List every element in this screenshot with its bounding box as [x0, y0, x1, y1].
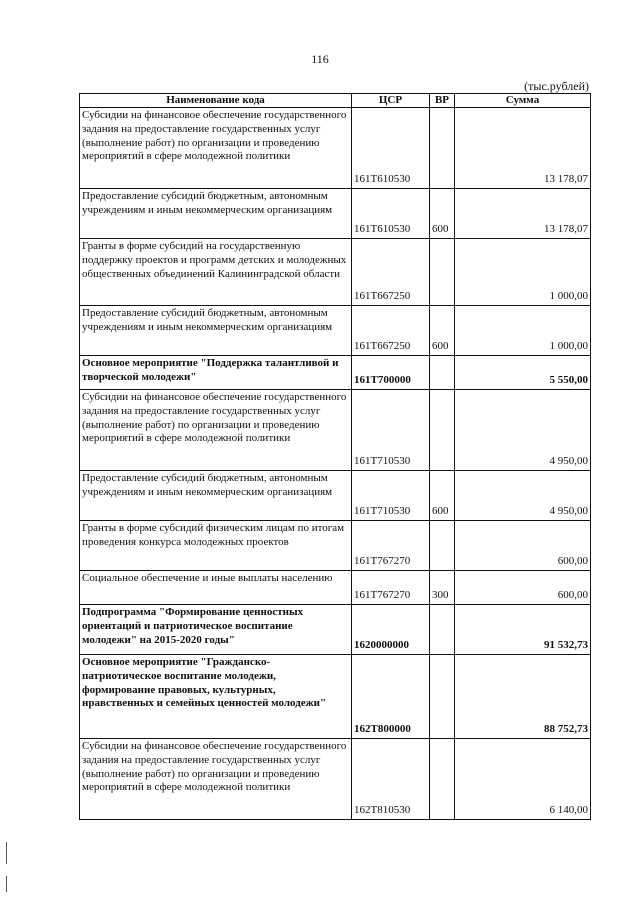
row-code: 161Т767270 [352, 571, 430, 605]
table-row [80, 189, 591, 239]
row-name: Подпрограмма "Формирование ценностных ориентаций и патриотическое воспитание молодежи" на 2015-2020 годы" [80, 605, 352, 655]
row-code: 162Т800000 [352, 655, 430, 739]
table-row [80, 356, 591, 390]
row-name: Предоставление субсидий бюджетным, автономным учреждениям и иным некоммерческим организациям [80, 306, 352, 356]
row-name: Предоставление субсидий бюджетным, автономным учреждениям и иным некоммерческим организациям [80, 471, 352, 521]
row-sum: 88 752,73 [455, 655, 591, 739]
row-sum: 4 950,00 [455, 390, 591, 471]
budget-table [79, 93, 591, 820]
page-number: 116 [311, 52, 329, 66]
row-name: Предоставление субсидий бюджетным, автономным учреждениям и иным некоммерческим организациям [80, 189, 352, 239]
table-row [80, 655, 591, 739]
table-row [80, 521, 591, 571]
row-code: 161Т700000 [352, 356, 430, 390]
row-vr: 300 [430, 571, 455, 605]
row-vr: 600 [430, 189, 455, 239]
table-row [80, 605, 591, 655]
table-row [80, 471, 591, 521]
row-vr [430, 605, 455, 655]
table-row [80, 390, 591, 471]
row-name: Субсидии на финансовое обеспечение государственного задания на предоставление государственных услуг (выполнение работ) по организации и проведению мероприятий в сфере молодежной политики [80, 108, 352, 189]
table-row [80, 571, 591, 605]
row-name: Гранты в форме субсидий физическим лицам по итогам проведения конкурса молодежных проектов [80, 521, 352, 571]
row-code: 161Т667250 [352, 306, 430, 356]
header-vr: ВР [430, 94, 455, 108]
row-sum: 600,00 [455, 521, 591, 571]
table-row [80, 239, 591, 306]
row-sum: 4 950,00 [455, 471, 591, 521]
table-header-row [80, 94, 591, 108]
row-sum: 6 140,00 [455, 739, 591, 820]
row-vr [430, 108, 455, 189]
table-row [80, 306, 591, 356]
row-code: 162Т810530 [352, 739, 430, 820]
row-sum: 13 178,07 [455, 189, 591, 239]
header-code: ЦСР [352, 94, 430, 108]
header-sum: Сумма [455, 94, 591, 108]
row-vr [430, 739, 455, 820]
row-code: 161Т610530 [352, 189, 430, 239]
row-code: 161Т710530 [352, 390, 430, 471]
row-sum: 1 000,00 [455, 239, 591, 306]
row-sum: 600,00 [455, 571, 591, 605]
row-vr [430, 390, 455, 471]
row-code: 161Т667250 [352, 239, 430, 306]
row-name: Субсидии на финансовое обеспечение государственного задания на предоставление государственных услуг (выполнение работ) по организации и проведению мероприятий в сфере молодежной политики [80, 739, 352, 820]
row-name: Основное мероприятие "Гражданско-патриотическое воспитание молодежи, формирование правовых, культурных, нравственных и семейных ценностей молодежи" [80, 655, 352, 739]
row-vr [430, 655, 455, 739]
row-sum: 5 550,00 [455, 356, 591, 390]
units-label: (тыс.рублей) [524, 79, 589, 93]
header-name: Наименование кода [80, 94, 352, 108]
row-sum: 1 000,00 [455, 306, 591, 356]
binding-mark [6, 876, 7, 892]
binding-mark [6, 842, 7, 864]
row-name: Основное мероприятие "Поддержка талантливой и творческой молодежи" [80, 356, 352, 390]
row-code: 161Т710530 [352, 471, 430, 521]
table-body [80, 108, 591, 820]
row-sum: 13 178,07 [455, 108, 591, 189]
row-vr [430, 239, 455, 306]
row-name: Социальное обеспечение и иные выплаты населению [80, 571, 352, 605]
row-name: Гранты в форме субсидий на государственную поддержку проектов и программ детских и молодежных общественных объединений Калининградской области [80, 239, 352, 306]
row-code: 1620000000 [352, 605, 430, 655]
row-vr: 600 [430, 471, 455, 521]
table-row [80, 739, 591, 820]
row-sum: 91 532,73 [455, 605, 591, 655]
row-vr: 600 [430, 306, 455, 356]
row-name: Субсидии на финансовое обеспечение государственного задания на предоставление государственных услуг (выполнение работ) по организации и проведению мероприятий в сфере молодежной политики [80, 390, 352, 471]
row-vr [430, 356, 455, 390]
row-code: 161Т767270 [352, 521, 430, 571]
row-code: 161Т610530 [352, 108, 430, 189]
table-row [80, 108, 591, 189]
row-vr [430, 521, 455, 571]
